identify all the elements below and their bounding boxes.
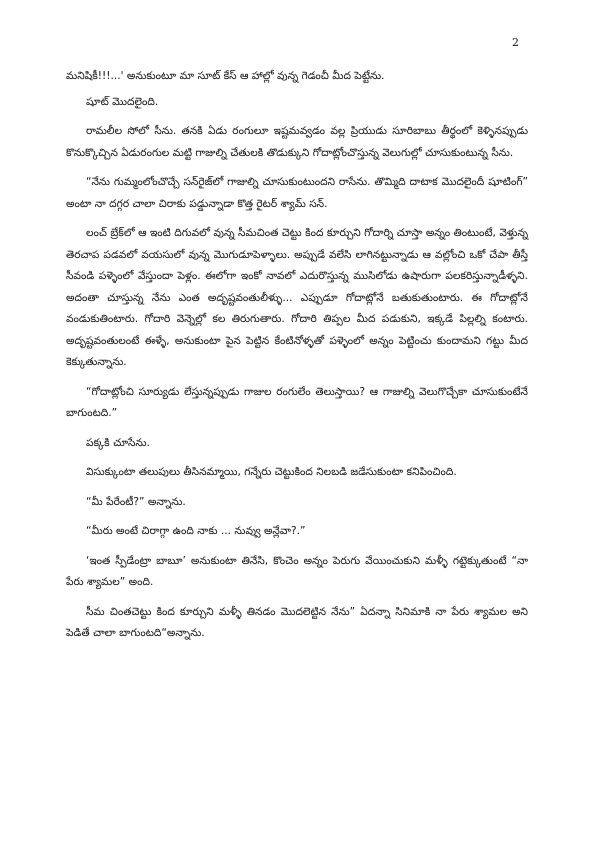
paragraph: “మీ పేరేంటీ?” అన్నాను. — [86, 495, 186, 508]
paragraph: “మీరు అంటే చిరాగ్గా ఉంది నాకు ... నువ్వు అన్లేవా?.” — [86, 525, 306, 537]
paragraph: షూట్ మొదలైంది. — [86, 95, 159, 108]
paragraph: మనిషికీ!!!...' అనుకుంటూ మా సూట్ కేస్ ఆ హాల్లో వున్న గెడంచీ మీద పెట్టేను. — [66, 70, 385, 82]
page-number: 2 — [512, 36, 519, 49]
paragraph: రామలీల సోలో సీను. తనకి ఏడు రంగులూ ఇష్టమవ్వడం వల్ల ప్రియుడు సూరిబాబు తీర్థంలో కెళ్ళినప్పుడు కొనుక్కొచ్చిన ఏడురంగుల మట్టి గాజుల్ని చేతులకి తొడుక్కుని గోదాట్లోంచొస్తున్న వెలుగుల్లో చూసుకుంటున్న సీను. — [66, 125, 528, 159]
paragraph: “నేను గుమ్మంలోంచొచ్చే సన్‌రైజ్‌లో గాజుల్ని చూసుకుంటుందని రాసేను. తొమ్మిది దాటాక మొదలైందీ షూటింగ్” అంటా నా దగ్గర చాలా చిరాకు పడ్డున్నాడా కొత్త రైటర్ శ్యామ్ సన్. — [66, 176, 528, 210]
paragraph: విసుక్కుంటా తలుపులు తీసినమ్మాయి, గన్నేరు చెట్టుకింద నిలబడి జడేసుకుంటా కనిపించింది. — [86, 466, 457, 478]
paragraph: ‘ఇంత స్పీడేంట్రా బాబూ’ అనుకుంటా తినేసి, కొంచెం అన్నం పెరుగు వేయించుకుని మళ్ళీ గట్టెక్కుతుంటే “నా పేరు శ్యామల” అంది. — [66, 554, 528, 588]
paragraph: సీమ చింతచెట్టు కింద కూర్చుని మళ్ళీ తినడం మొదలెట్టిన నేను” ఏదన్నా సినిమాకి నా పేరు శ్యామల అని పెడితే చాలా బాగుంటది“అన్నాను. — [66, 605, 528, 639]
paragraph: “గోదాట్లోంచి సూర్యుడు లేస్తున్నప్పుడు గాజుల రంగులేం తెలుస్తాయి? ఆ గాజుల్ని వెలుగొచ్చేకా చూసుకుంటేనే బాగుంటది.” — [66, 385, 528, 419]
paragraph: పక్కకి చూసేను. — [86, 436, 150, 449]
story-text-body — [66, 66, 528, 653]
paragraph: లంచ్ బ్రేక్‌లో ఆ ఇంటి దిగువలో వున్న సీమచింత చెట్టు కింద కూర్చుని గోదార్ని చూస్తా అన్నం తింటుంటే, వెళ్తున్న తెరచాప పడవలో వయసులో వున్న మొగుడూపెళ్ళాలు. అప్పుడే వలేసి లాగినట్టున్నాడు ఆ వల్లోంచి ఒకో చేపా తీస్తీ సీవండి పళ్ళెంలో వేస్తుందా పెళ్లం. ఈలోగా ఇంకో నావలో ఎదురొస్తున్న ముసిలోడు ఉషారుగా పలకరిస్తున్నాడీళ్ళని. అదంతా చూస్తున్న నేను ఎంత అదృష్టవంతులీళ్ళు... ఎప్పుడూ గోదాట్లోనే బతుకుతుంటారు. ఈ గోదాట్లోనే వండుకుతింటారు. గోదారి వెన్నెల్లో కల తిరుగుతారు. గోదారి తిప్పల మీద పడుకుని, ఇక్కడే పిల్లల్ని కంటారు. అదృష్టవంతులంటే ఈళ్ళే, అనుకుంటా పైన పెట్టిన కేంటినోళ్ళతో పళ్ళెంలో అన్నం పెట్టించు కుందామని గట్టు మీద కెక్కుతున్నాను. — [66, 227, 528, 368]
